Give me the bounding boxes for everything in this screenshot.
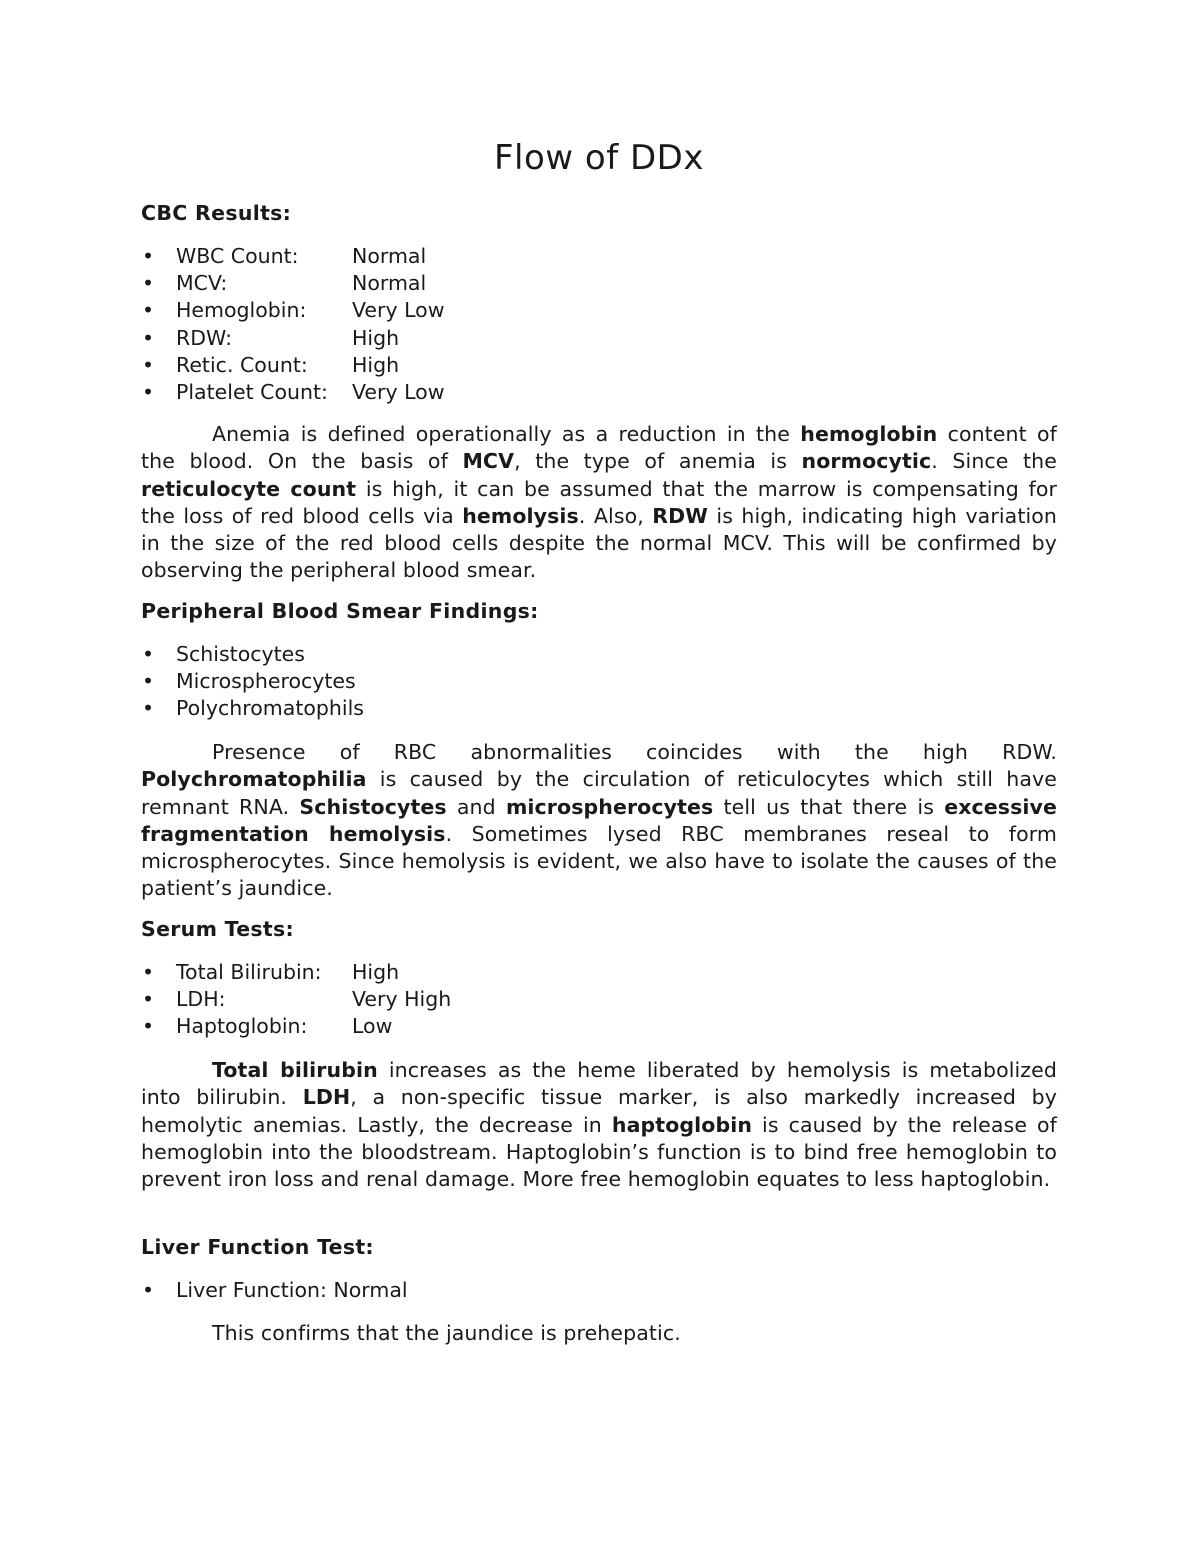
item-text: Schistocytes: [176, 642, 305, 666]
emphasis-term: RDW: [652, 503, 708, 528]
list-item: [141, 352, 1057, 379]
item-text: Liver Function: Normal: [176, 1278, 408, 1302]
emphasis-term: microspherocytes: [505, 794, 714, 819]
smear-paragraph: [141, 739, 1057, 903]
text-run: , the type of anemia is: [514, 449, 802, 474]
text-run: Presence of RBC abnormalities coincides with the high RDW.: [212, 740, 1057, 764]
smear-list-wrap: [141, 641, 1057, 723]
text-run: is caused by the circulation of reticulocytes which still have remnant RNA.: [141, 767, 1057, 819]
bullet-icon: •: [141, 325, 155, 350]
text-run: . Sometimes lysed RBC membranes reseal to form microspherocytes. Since hemolysis is evident, we also have to isolate the causes of the patient’s jaundice.: [141, 821, 1057, 901]
text-run: This confirms that the jaundice is prehepatic.: [212, 1321, 681, 1345]
text-run: increases as the heme liberated by hemolysis is metabolized into bilirubin.: [141, 1058, 1057, 1110]
bullet-icon: •: [141, 298, 155, 323]
serum-tests-list: [141, 959, 1057, 1041]
smear-findings-list: [141, 641, 1057, 723]
text-run: and: [446, 794, 506, 819]
serum-list-wrap: [141, 959, 1057, 1041]
bullet-icon: •: [141, 244, 155, 268]
bullet-icon: •: [141, 960, 155, 984]
list-item: [141, 668, 1057, 695]
item-value: Normal: [352, 244, 427, 268]
text-run: is high, indicating high variation in the size of the red blood cells despite the normal MCV. This will be confirmed by observing the peripheral blood smear.: [141, 503, 1057, 583]
item-label: MCV:: [176, 271, 228, 296]
item-value: High: [352, 325, 400, 350]
item-value: Very High: [352, 987, 452, 1012]
list-item: [141, 959, 1057, 986]
item-text: Microspherocytes: [176, 669, 356, 694]
emphasis-term: hemolysis: [462, 503, 579, 528]
emphasis-term: MCV: [462, 449, 515, 474]
liver-paragraph-wrap: [141, 1320, 1057, 1347]
emphasis-term: LDH: [302, 1085, 351, 1110]
bullet-icon: •: [141, 696, 155, 721]
item-label: Hemoglobin:: [176, 298, 307, 323]
list-item: [141, 379, 1057, 406]
text-run: . Also,: [578, 503, 653, 528]
list-item: [141, 243, 1057, 270]
cbc-list-wrap: [141, 243, 1057, 406]
text-run: is caused by the release of hemoglobin into the bloodstream. Haptoglobin’s function is to bind free hemoglobin to prevent iron loss and renal damage. More free hemoglobin equates to less haptoglobin.: [141, 1112, 1057, 1192]
bullet-icon: •: [141, 380, 155, 405]
bullet-icon: •: [141, 271, 155, 296]
liver-section: [141, 1234, 1057, 1261]
bullet-icon: •: [141, 352, 155, 377]
text-run: is high, it can be assumed that the marrow is compensating for the loss of red blood cells via: [141, 476, 1057, 528]
bullet-icon: •: [141, 1014, 155, 1039]
text-run: . Since the: [931, 449, 1057, 474]
item-value: Very Low: [352, 298, 445, 323]
item-label: RDW:: [176, 325, 233, 350]
item-label: Haptoglobin:: [176, 1014, 308, 1039]
cbc-section: [141, 200, 1057, 227]
bullet-icon: •: [141, 642, 155, 666]
emphasis-term: normocytic: [801, 449, 932, 474]
cbc-paragraph: [141, 421, 1057, 585]
cbc-paragraph-wrap: [141, 421, 1057, 585]
page-title: Flow of DDx: [494, 138, 704, 178]
text-run: tell us that there is: [713, 794, 945, 819]
item-value: High: [352, 960, 400, 984]
text-run: content of the blood. On the basis of: [141, 422, 1057, 474]
emphasis-term: Polychromatophilia: [141, 767, 367, 792]
smear-section: [141, 598, 1057, 625]
item-label: Retic. Count:: [176, 352, 308, 377]
list-item: [141, 986, 1057, 1013]
item-label: LDH:: [176, 987, 226, 1012]
list-item: [141, 695, 1057, 722]
liver-paragraph: [141, 1320, 1057, 1347]
list-item: [141, 270, 1057, 297]
serum-paragraph: [141, 1057, 1057, 1193]
serum-paragraph-wrap: [141, 1057, 1057, 1193]
emphasis-term: hemoglobin: [800, 422, 938, 446]
cbc-results-list: [141, 243, 1057, 406]
liver-list-wrap: [141, 1277, 1057, 1304]
emphasis-term: Total bilirubin: [212, 1058, 378, 1082]
item-value: Low: [352, 1014, 393, 1039]
text-run: , a non-specific tissue marker, is also markedly increased by hemolytic anemias. Lastly, the decrease in: [141, 1085, 1057, 1137]
item-label: WBC Count:: [176, 244, 299, 268]
list-item: [141, 1277, 1057, 1304]
item-label: Platelet Count:: [176, 380, 328, 405]
liver-tests-list: [141, 1277, 1057, 1304]
smear-heading: Peripheral Blood Smear Findings:: [141, 599, 539, 623]
list-item: [141, 641, 1057, 668]
item-label: Total Bilirubin:: [176, 960, 322, 984]
item-value: Normal: [352, 271, 427, 296]
emphasis-term: haptoglobin: [611, 1112, 753, 1137]
serum-heading: Serum Tests:: [141, 917, 295, 941]
bullet-icon: •: [141, 669, 155, 694]
bullet-icon: •: [141, 987, 155, 1012]
list-item: [141, 297, 1057, 324]
list-item: [141, 1013, 1057, 1040]
item-text: Polychromatophils: [176, 696, 364, 721]
item-value: High: [352, 352, 400, 377]
emphasis-term: excessive fragmentation hemolysis: [141, 794, 1057, 846]
emphasis-term: reticulocyte count: [141, 476, 357, 501]
list-item: [141, 325, 1057, 352]
smear-paragraph-wrap: [141, 739, 1057, 903]
serum-section: [141, 916, 1057, 943]
bullet-icon: •: [141, 1278, 155, 1302]
liver-heading: Liver Function Test:: [141, 1235, 374, 1259]
cbc-heading: CBC Results:: [141, 201, 292, 225]
emphasis-term: Schistocytes: [299, 794, 447, 819]
item-value: Very Low: [352, 380, 445, 405]
text-run: Anemia is defined operationally as a reduction in the: [212, 422, 801, 446]
